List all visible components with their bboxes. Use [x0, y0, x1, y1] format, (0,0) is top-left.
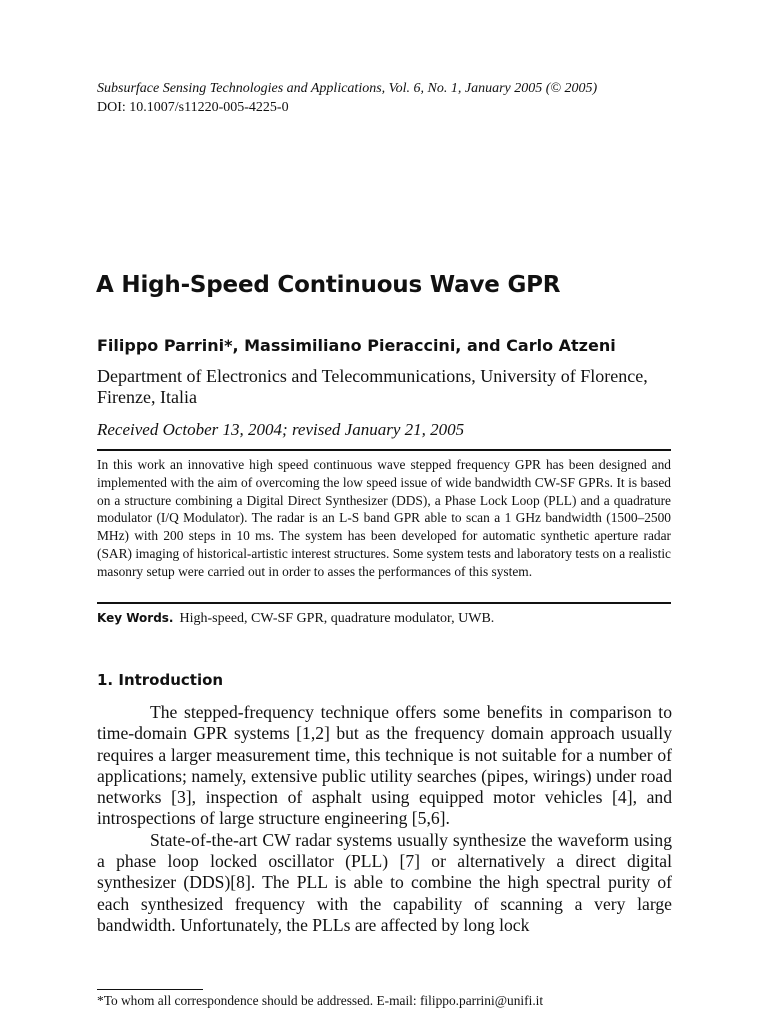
doi: DOI: 10.1007/s11220-005-4225-0	[97, 100, 289, 115]
article-title: A High-Speed Continuous Wave GPR	[96, 272, 561, 298]
paragraph: State-of-the-art CW radar systems usually synthesize the waveform using a phase loop locked oscillator (PLL) [7] or alternatively a direct digital synthesizer (DDS)[8]. The PLL is able to combine the high spectral purity of each synthesized frequency with the capability of scanning a very large bandwidth. Unfortunately, the PLLs are affected by long lock	[97, 829, 672, 935]
keywords	[97, 611, 494, 627]
keywords-label: Key Words.	[97, 611, 174, 625]
abstract: In this work an innovative high speed continuous wave stepped frequency GPR has been designed and implemented with the aim of overcoming the low speed issue of wide bandwidth CW-SF GPRs. It is based on a structure combining a Digital Direct Synthesizer (DDS), a Phase Lock Loop (PLL) and a quadrature modulator (I/Q Modulator). The radar is an L-S band GPR able to scan a 1 GHz bandwidth (1500–2500 MHz) with 200 steps in 10 ms. The system has been developed for automatic synthetic aperture radar (SAR) imaging of historical-artistic interest structures. Some system tests and laboratory tests on a realistic masonry setup were carried out in order to asses the performances of this system.	[97, 457, 671, 579]
abstract-top-rule	[97, 449, 671, 451]
section-body	[97, 702, 672, 936]
journal-citation: Subsurface Sensing Technologies and Applications, Vol. 6, No. 1, January 2005 (© 2005)	[97, 81, 598, 96]
received-dates: Received October 13, 2004; revised January 21, 2005	[97, 420, 465, 439]
abstract-bottom-rule	[97, 602, 671, 604]
keywords-text: High-speed, CW-SF GPR, quadrature modulator, UWB.	[179, 611, 495, 626]
author-list: Filippo Parrini*, Massimiliano Pieraccini, and Carlo Atzeni	[97, 336, 616, 355]
section-heading: 1. Introduction	[97, 671, 224, 689]
footnote-rule	[97, 989, 203, 990]
affiliation: Department of Electronics and Telecommunications, University of Florence, Firenze, Italia	[97, 366, 648, 407]
paragraph: The stepped-frequency technique offers some benefits in comparison to time-domain GPR systems [1,2] but as the frequency domain approach usually requires a larger measurement time, this technique is not suitable for a number of applications; namely, extensive public utility searches (pipes, wirings) under road networks [3], inspection of asphalt using equipped motor vehicles [4], and introspections of large structure engineering [5,6].	[97, 702, 672, 829]
footnote: *To whom all correspondence should be addressed. E-mail: filippo.parrini@unifi.it	[97, 993, 544, 1008]
